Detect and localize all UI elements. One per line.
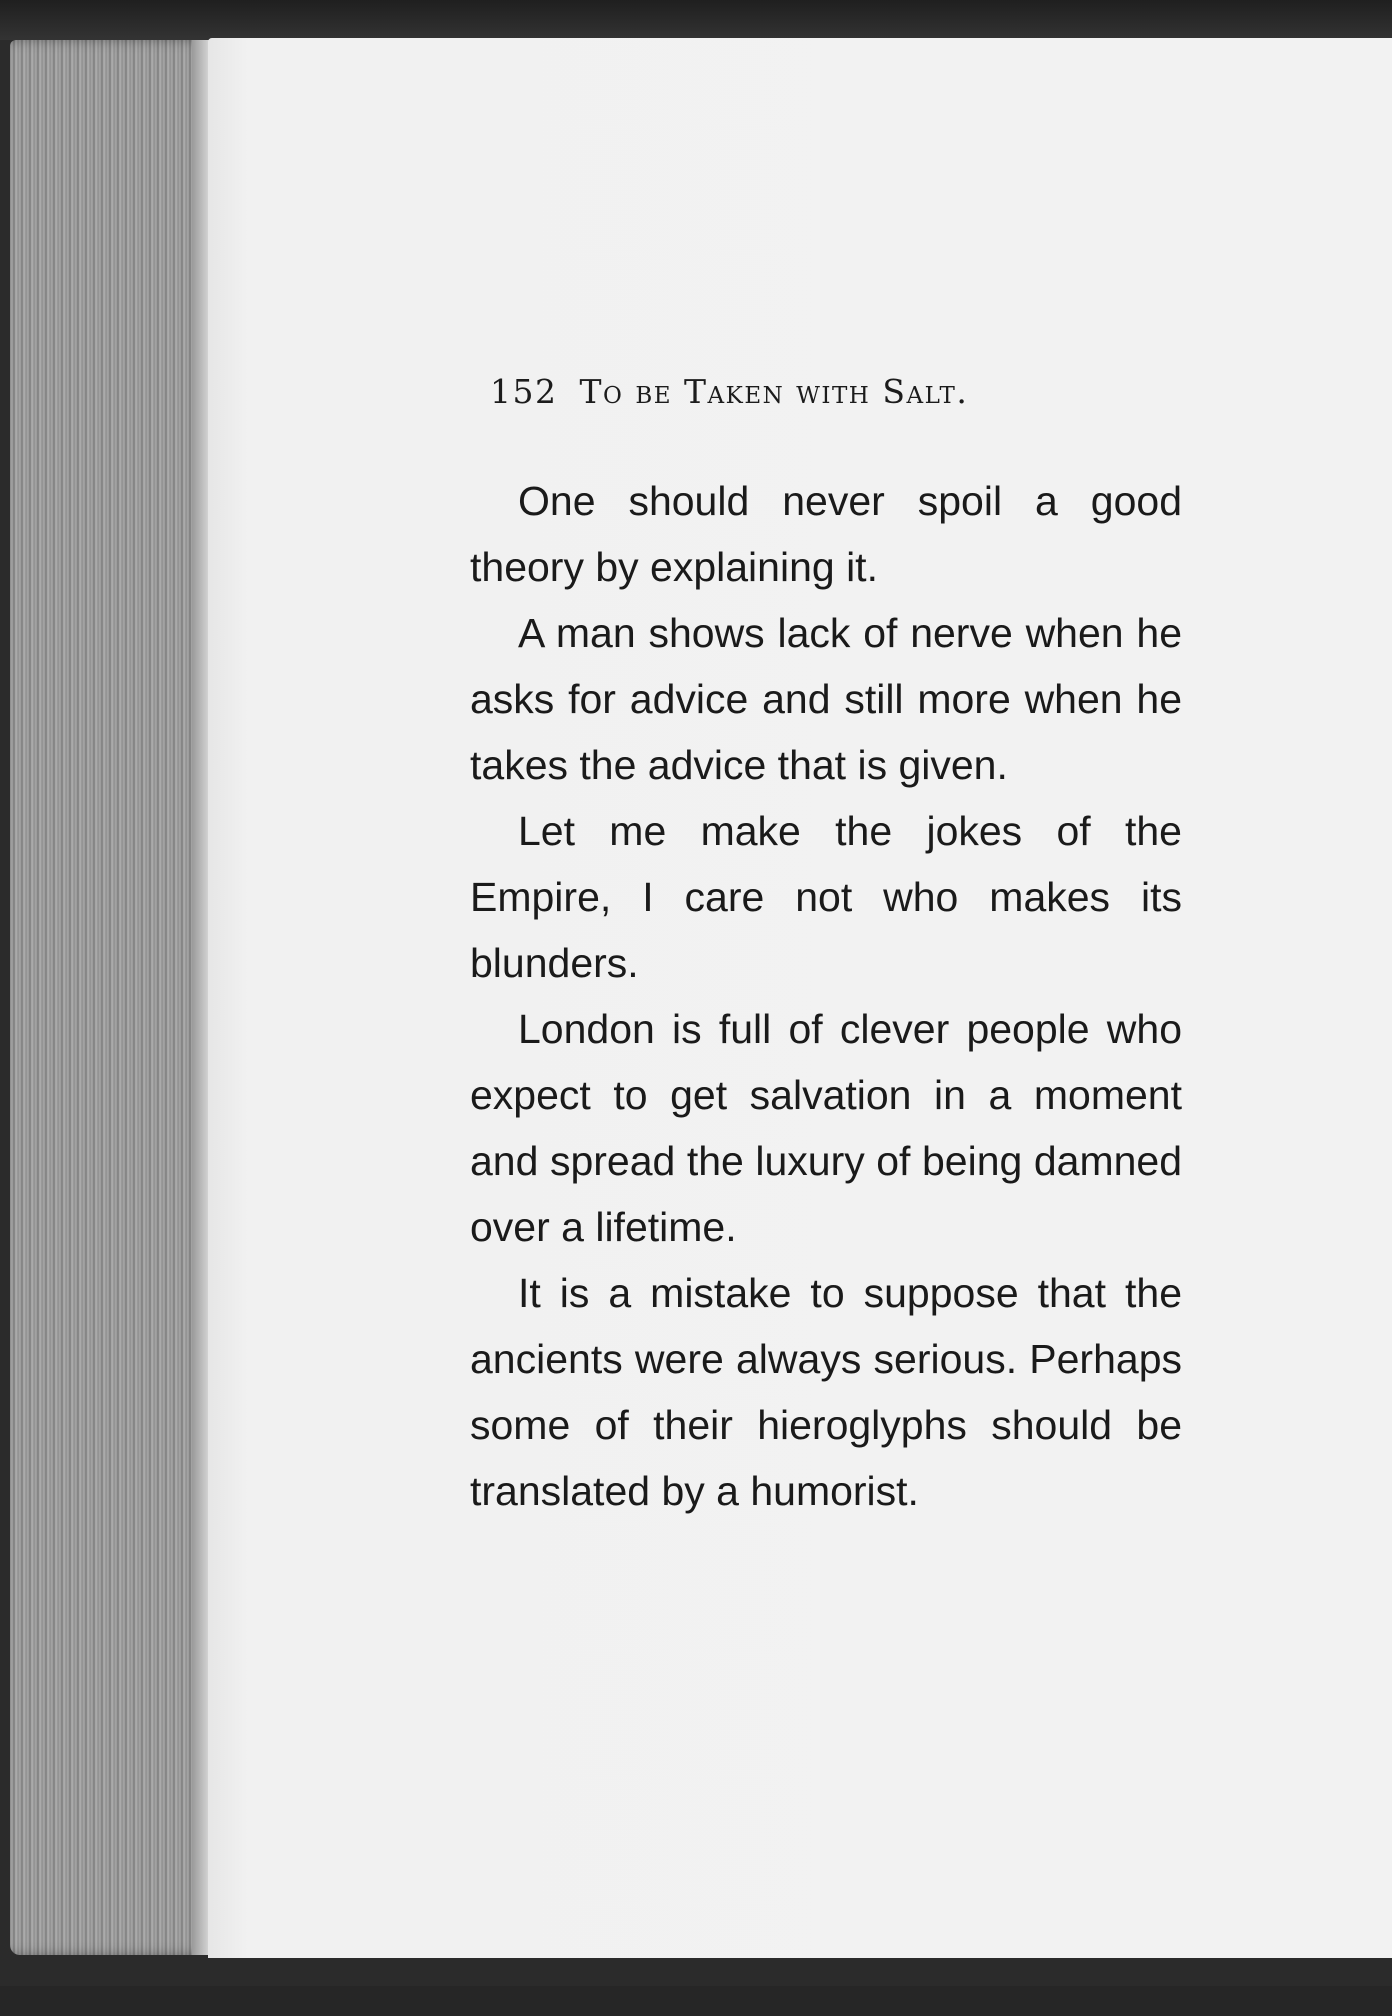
- book-page-edges: [10, 40, 210, 1955]
- running-header: [490, 372, 1110, 411]
- page-body: [470, 468, 1182, 1524]
- background-bottom: [0, 1986, 1392, 2016]
- paragraph: One should never spoil a good theory by explaining it.: [470, 478, 1182, 590]
- paragraph: It is a mistake to suppose that the ancients were always serious. Perhaps some of their hieroglyphs should be translated by a humorist.: [470, 1270, 1182, 1514]
- paragraph: London is full of clever people who expect to get salvation in a moment and spread the luxury of being damned over a lifetime.: [470, 1006, 1182, 1250]
- page-number: 152: [490, 372, 558, 411]
- background-top: [0, 0, 1392, 40]
- paragraph: Let me make the jokes of the Empire, I care not who makes its blunders.: [470, 808, 1182, 986]
- running-title: To be Taken with Salt.: [579, 372, 969, 411]
- paragraph: A man shows lack of nerve when he asks for advice and still more when he takes the advice that is given.: [470, 610, 1182, 788]
